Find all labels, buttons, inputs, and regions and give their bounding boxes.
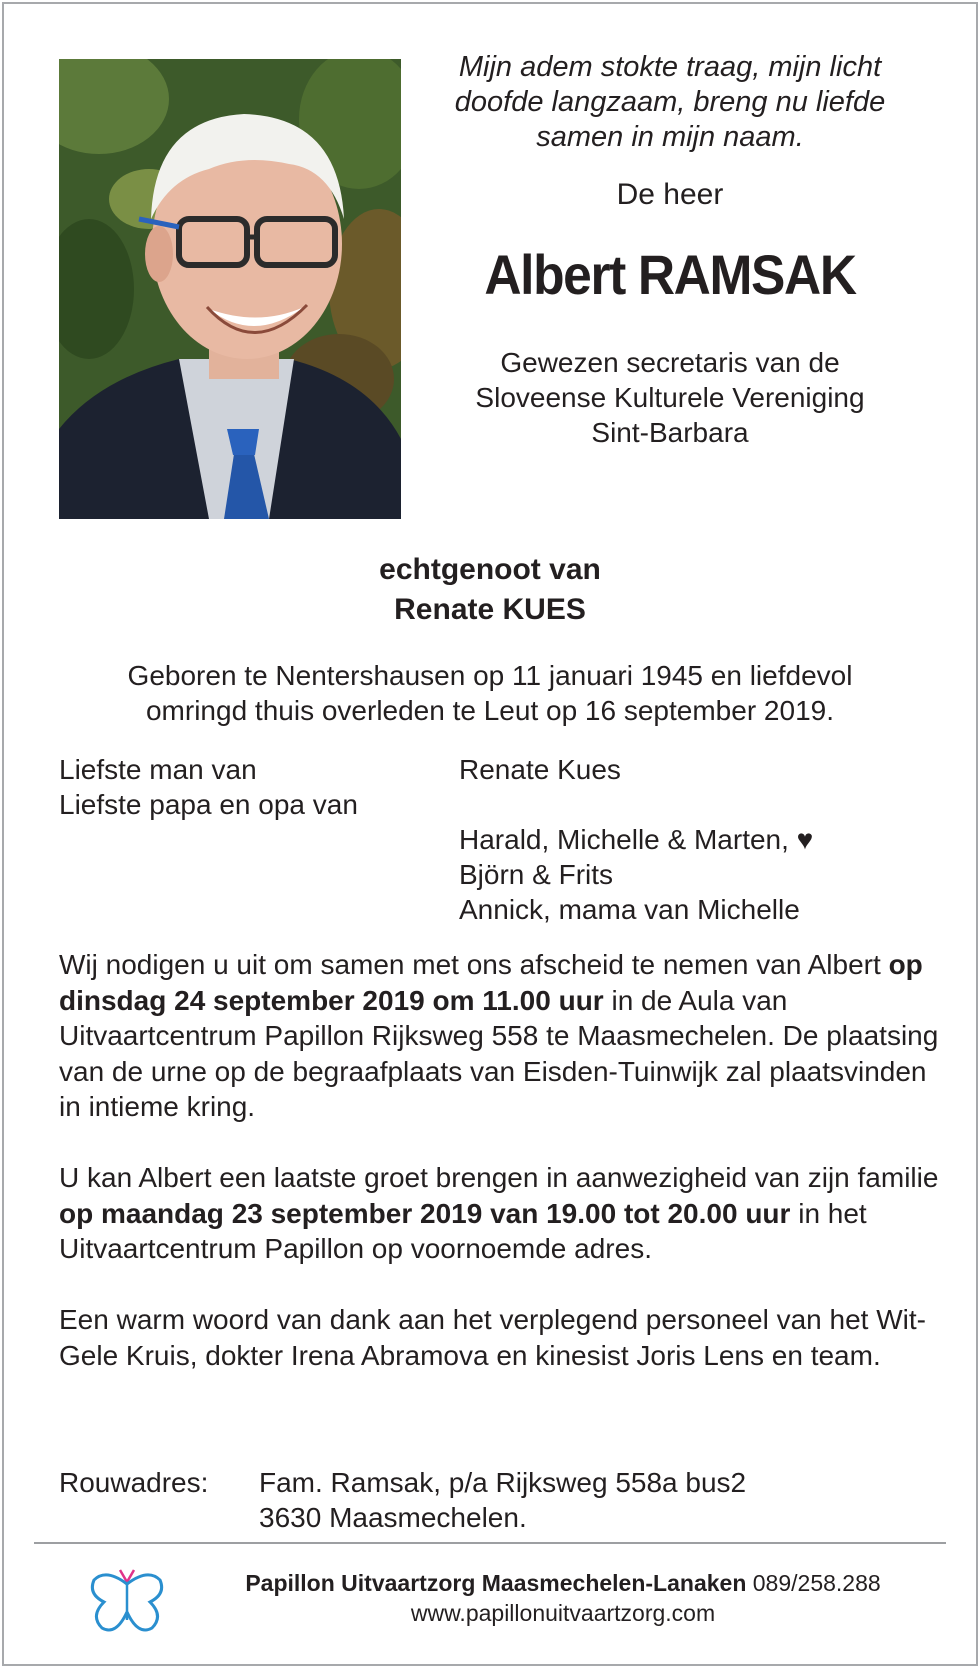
paragraph-text: U kan Albert een laatste groet brengen in aanwezigheid van zijn familie [59, 1162, 939, 1193]
address-lines [259, 1465, 746, 1535]
deceased-name: Albert RAMSAK [484, 243, 856, 306]
role-line: Sint-Barbara [591, 417, 749, 448]
family-member: Renate Kues [459, 754, 621, 785]
thanks-paragraph: Een warm woord van dank aan het verplegend personeel van het Wit-Gele Kruis, dokter Irena Abramova en kinesist Joris Lens en team. [59, 1304, 926, 1371]
spouse-block [0, 550, 980, 630]
statement-line: Geboren te Nentershausen op 11 januari 1945 en liefdevol [127, 660, 853, 691]
family-member: Annick, mama van Michelle [459, 894, 800, 925]
poem-line: doofde langzaam, breng nu liefde [454, 86, 886, 118]
family-relations [59, 752, 439, 822]
relation-label: Liefste man van [59, 754, 257, 785]
role-description [425, 345, 915, 450]
honorific: De heer [616, 178, 724, 211]
footer-divider [34, 1542, 946, 1544]
paragraph-text: in de Aula van Uitvaartcentrum Papillon Rijksweg 558 te Maasmechelen. De plaatsing van de urne op de begraafplaats van Eisden-Tuinwijk zal plaatsvinden in intieme kring. [59, 984, 939, 1122]
address-line: 3630 Maasmechelen. [259, 1502, 527, 1533]
spouse-relation: echtgenoot van [379, 553, 601, 586]
role-line: Sloveense Kulturele Vereniging [475, 382, 865, 413]
role-line: Gewezen secretaris van de [500, 347, 840, 378]
birth-death-statement [0, 658, 980, 728]
address-line: Fam. Ramsak, p/a Rijksweg 558a bus2 [259, 1467, 747, 1498]
poem-line: Mijn adem stokte traag, mijn licht [458, 51, 882, 83]
funeral-date: op dinsdag 24 september 2019 om 11.00 uur [59, 949, 923, 1016]
family-member: Harald, Michelle & Marten, ♥ [459, 824, 814, 855]
funeral-paragraph [59, 947, 939, 1125]
butterfly-logo-icon [86, 1560, 168, 1642]
company-website[interactable]: www.papillonuitvaartzorg.com [410, 1600, 716, 1626]
spouse-name: Renate KUES [394, 593, 586, 626]
announcement-body [59, 947, 939, 1409]
memorial-poem [425, 50, 915, 155]
header-block [425, 50, 915, 450]
paragraph-text: in het Uitvaartcentrum Papillon op voornoemde adres. [59, 1197, 867, 1264]
company-phone: 089/258.288 [746, 1570, 881, 1596]
viewing-date: op maandag 23 september 2019 van 19.00 tot 20.00 uur [59, 1197, 791, 1229]
portrait-photo [59, 59, 401, 519]
viewing-paragraph [59, 1160, 939, 1267]
funeral-home-info [168, 1568, 958, 1628]
relation-label: Liefste papa en opa van [59, 789, 358, 820]
family-member: Björn & Frits [459, 859, 614, 890]
address-label: Rouwadres: [59, 1467, 209, 1498]
paragraph-text: Wij nodigen u uit om samen met ons afscheid te nemen van Albert [59, 949, 889, 980]
company-name: Papillon Uitvaartzorg Maasmechelen-Lanaken [245, 1570, 747, 1596]
family-members [459, 752, 939, 927]
poem-line: samen in mijn naam. [536, 121, 804, 153]
statement-line: omringd thuis overleden te Leut op 16 september 2019. [145, 695, 834, 726]
